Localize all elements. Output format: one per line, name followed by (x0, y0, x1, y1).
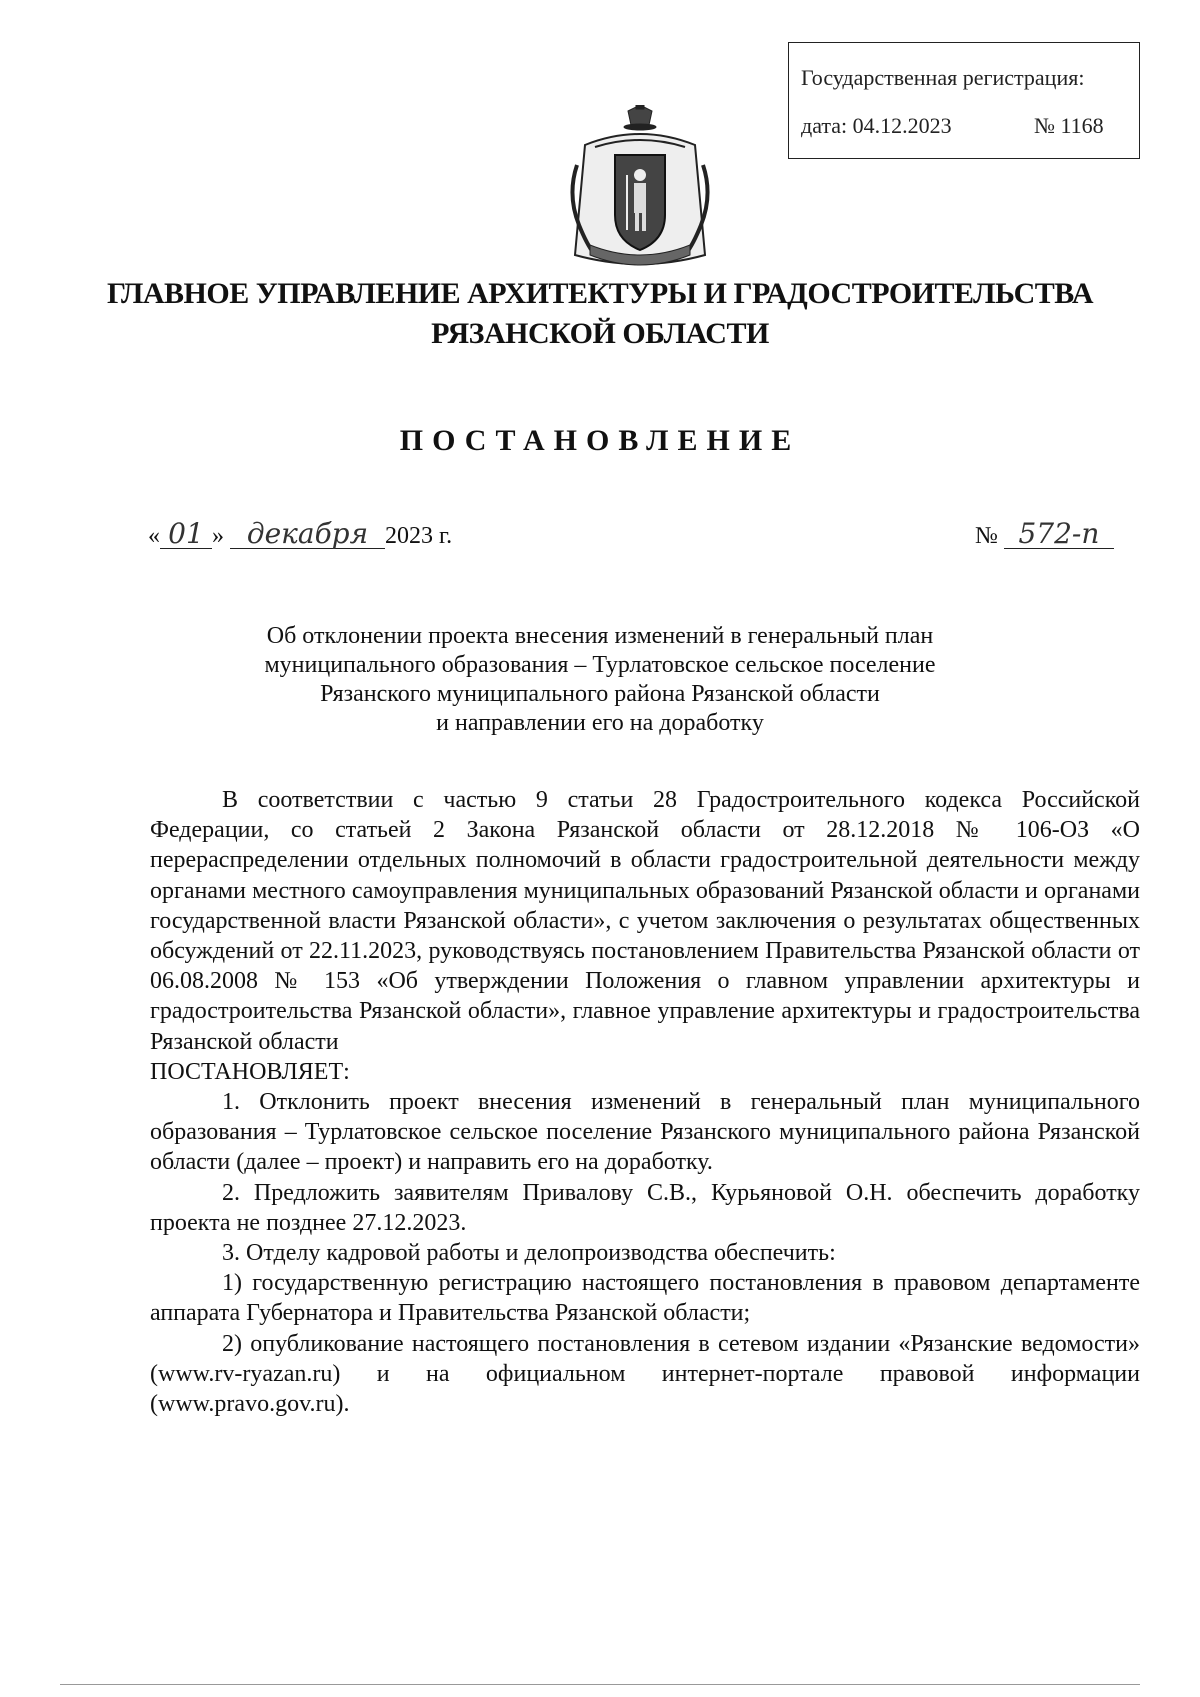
subject-line: Рязанского муниципального района Рязанской области (320, 681, 880, 707)
page-bottom-rule (60, 1684, 1140, 1685)
resolution-item-2: 2. Предложить заявителям Привалову С.В., Курьяновой О.Н. обеспечить доработку проекта не позднее 27.12.2023. (150, 1179, 1140, 1236)
date-open-quote: « (148, 523, 160, 549)
number-prefix: № (975, 523, 998, 549)
resolution-item-3: 3. Отделу кадровой работы и делопроизводства обеспечить: (222, 1240, 836, 1267)
number-handwritten: 572-п (1004, 520, 1114, 549)
registration-date: дата: 04.12.2023 (801, 113, 952, 138)
date-day-handwritten: 01 (160, 520, 212, 549)
date-month-handwritten: декабря (230, 520, 385, 549)
agency-name-line2: РЯЗАНСКОЙ ОБЛАСТИ (431, 317, 769, 350)
subject-line: муниципального образования – Турлатовское сельское поселение (264, 652, 936, 678)
document-date (148, 517, 453, 550)
document-body (150, 785, 1140, 1419)
registration-stamp (788, 42, 1140, 159)
coat-of-arms-icon (565, 105, 715, 275)
resolution-subitem-1: 1) государственную регистрацию настоящего постановления в правовом департаменте аппарата Губернатора и Правительства Рязанской области; (150, 1270, 1140, 1327)
registration-title: Государственная регистрация: (801, 65, 1085, 90)
subject-line: и направлении его на доработку (436, 710, 764, 736)
agency-name-line1: ГЛАВНОЕ УПРАВЛЕНИЕ АРХИТЕКТУРЫ И ГРАДОСТРОИТЕЛЬСТВА (106, 277, 1094, 310)
registration-number: № 1168 (1034, 113, 1104, 138)
resolution-item-1: 1. Отклонить проект внесения изменений в генеральный план муниципального образования – Турлатовское сельское поселение Рязанского муниципального района Рязанской области (далее – проект) и направить его на доработку. (150, 1089, 1140, 1176)
resolves-word: ПОСТАНОВЛЯЕТ: (150, 1058, 350, 1085)
preamble-paragraph: В соответствии с частью 9 статьи 28 Градостроительного кодекса Российской Федерации, со статьей 2 Закона Рязанской области от 28.12.2018 № 106-ОЗ «О перераспределении отдельных полномочий в области градостроительной деятельности между органами местного самоуправления муниципальных образований Рязанской области и органами государственной власти Рязанской области», с учетом заключения о результатах общественных обсуждений от 22.11.2023, руководствуясь постановлением Правительства Рязанской области от 06.08.2008 № 153 «Об утверждении Положения о главном управлении архитектуры и градостроительства Рязанской области», главное управление архитектуры и градостроительства Рязанской области (150, 787, 1140, 1055)
document-number (975, 517, 1114, 550)
date-year: 2023 г. (385, 523, 453, 549)
resolution-subitem-2: 2) опубликование настоящего постановления в сетевом издании «Рязанские ведомости» (www.rv-ryazan.ru) и на официальном интернет-портале правовой информации (www.pravo.gov.ru). (150, 1330, 1140, 1418)
document-subject (140, 622, 1060, 738)
date-close-quote: » (212, 523, 224, 549)
subject-line: Об отклонении проекта внесения изменений в генеральный план (266, 623, 934, 649)
document-type-title: ПОСТАНОВЛЕНИЕ (399, 424, 801, 457)
